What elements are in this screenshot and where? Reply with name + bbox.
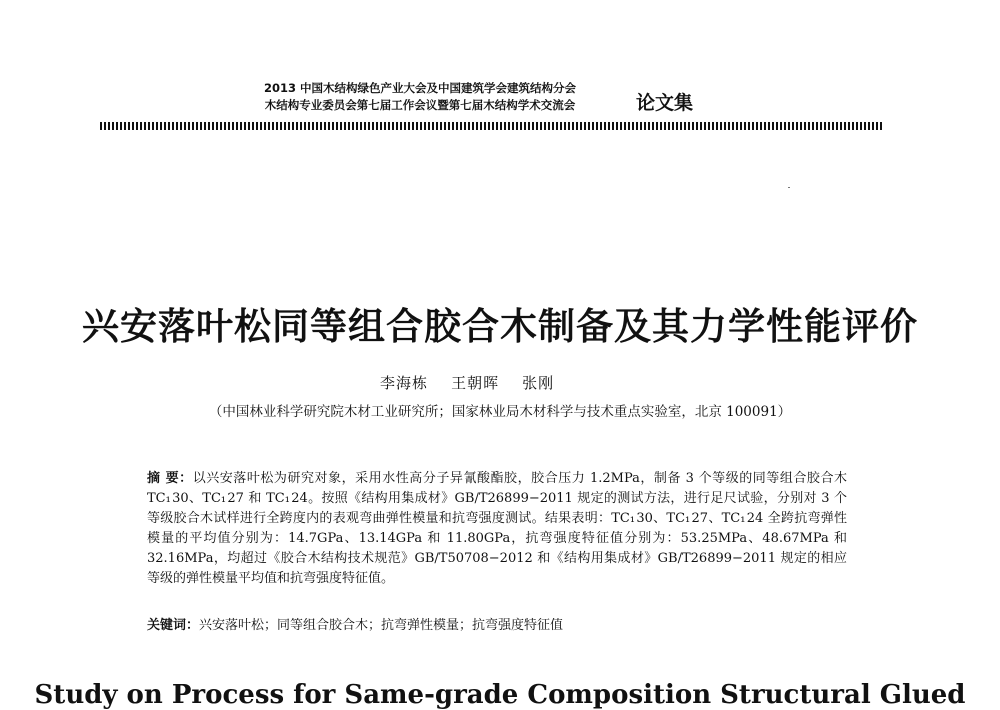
conference-header [215,80,625,114]
paper-title: 兴安落叶松同等组合胶合木制备及其力学性能评价 [82,304,918,348]
abstract-text: 以兴安落叶松为研究对象，采用水性高分子异氰酸酯胶，胶合压力 1.2MPa，制备 3 个等级的同等组合胶合木 TC₁ 30、TC₁ 27 和 TC₁ 24。按照《结构用集成材》GB/T26899−2011 规定的测试方法，进行足尺试验，分别对 3 个等级胶合木试样进行全跨度内的表观弯曲弹性模量和抗弯强度测试。结果表明：TC₁ 30、TC₁ 27、TC₁ 24 全跨抗弯弹性模量的平均值分别为：14.7GPa、13.14GPa 和 11.80GPa，抗弯强度特征值分别为：53.25MPa、48.67MPa 和 32.16MPa，均超过《胶合木结构技术规范》GB/T50708−2012 和《结构用集成材》GB/T26899−2011 规定的相应等级的弹性模量平均值和抗弯强度特征值。 [147,471,847,586]
conference-line-2: 木结构专业委员会第七届工作会议暨第七届木结构学术交流会 [264,98,576,112]
keywords-text: 兴安落叶松；同等组合胶合木；抗弯弹性模量；抗弯强度特征值 [199,618,564,633]
english-title: Study on Process for Same-grade Composition Structural Glued [34,680,966,710]
abstract [147,469,847,589]
abstract-label: 摘 要： [147,471,193,486]
keywords-label: 关键词： [147,618,200,633]
header-rule [100,122,883,130]
authors: 李海栋 王朝晖 张刚 [380,374,555,392]
keywords [147,616,847,636]
scan-speck [788,187,790,188]
conference-line-1: 2013 中国木结构绿色产业大会及中国建筑学会建筑结构分会 [263,81,576,95]
affiliation: （中国林业科学研究院木材工业研究所；国家林业局木材科学与技术重点实验室，北京 100091） [208,404,792,420]
proceedings-label: 论文集 [636,92,694,114]
